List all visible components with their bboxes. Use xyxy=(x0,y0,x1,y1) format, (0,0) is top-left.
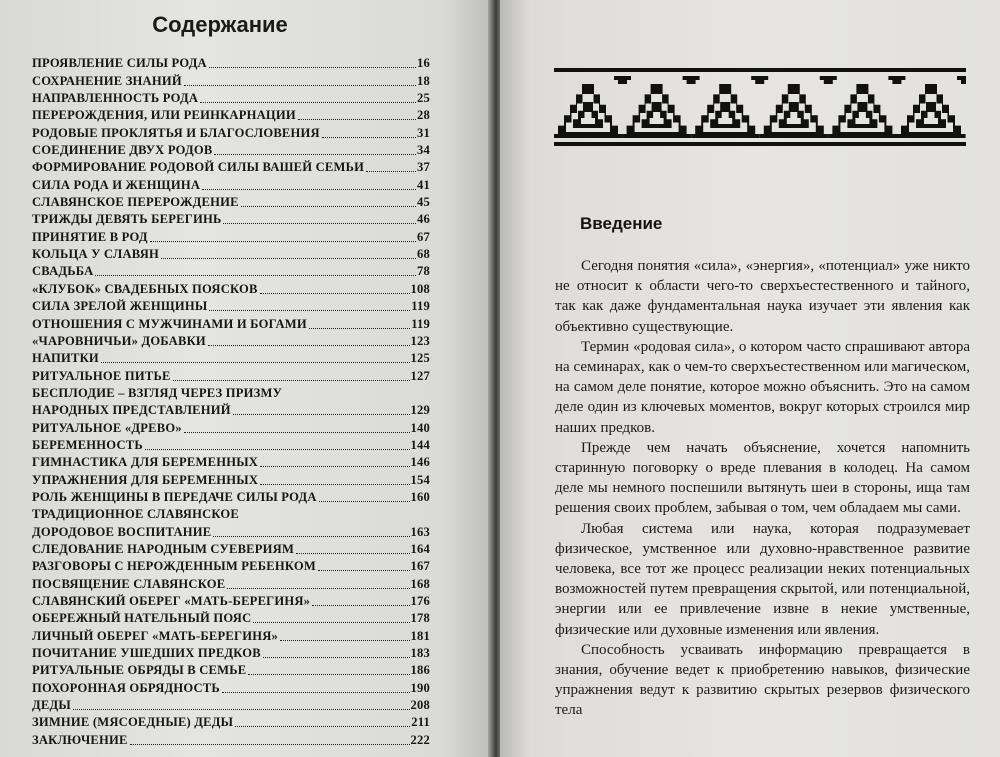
toc-entry-title: НАПРАВЛЕННОСТЬ РОДА xyxy=(32,91,199,106)
toc-page-number: 190 xyxy=(410,680,430,695)
paragraph: Прежде чем начать объяснение, хочется напомнить старинную поговорку о вреде плевания в колодец. На самом деле мы немного поспешили вытянуть шеи в стороны, ища там решения своих проблем, забывая о том, чем обладаем мы сами. xyxy=(555,439,970,517)
toc-leader-dots xyxy=(200,102,416,103)
toc-page-number: 144 xyxy=(410,437,430,452)
toc-entry xyxy=(32,731,430,748)
toc-page-number: 119 xyxy=(411,316,430,331)
toc-entry xyxy=(32,298,430,315)
toc-entry-title: СЛЕДОВАНИЕ НАРОДНЫМ СУЕВЕРИЯМ xyxy=(32,541,295,556)
toc-page-number: 146 xyxy=(410,455,430,470)
toc-entry-title: РОДОВЫЕ ПРОКЛЯТЬЯ И БЛАГОСЛОВЕНИЯ xyxy=(32,125,320,140)
toc-page-number: 127 xyxy=(410,368,430,383)
toc-entry-title: ЗАКЛЮЧЕНИЕ xyxy=(32,732,128,747)
toc-entry-title: СИЛА РОДА И ЖЕНЩИНА xyxy=(32,177,201,192)
toc-entry xyxy=(32,159,430,176)
toc-leader-dots xyxy=(101,362,410,363)
toc-entry xyxy=(32,280,430,297)
toc-entry-title: ТРИЖДЫ ДЕВЯТЬ БЕРЕГИНЬ xyxy=(32,212,222,227)
toc-entry xyxy=(32,697,430,714)
toc-leader-dots xyxy=(184,432,410,433)
toc-page-number: 123 xyxy=(410,333,430,348)
table-of-contents xyxy=(32,55,430,749)
toc-page-number: 168 xyxy=(410,576,430,591)
toc-entry xyxy=(32,142,430,159)
toc-entry xyxy=(32,315,430,332)
toc-entry-title: СЛАВЯНСКИЙ ОБЕРЕГ «МАТЬ-БЕРЕГИНЯ» xyxy=(32,594,311,608)
toc-entry xyxy=(32,558,430,575)
toc-page-number: 176 xyxy=(410,594,430,608)
toc-page-number: 25 xyxy=(417,91,430,106)
toc-entry-title: ОТНОШЕНИЯ С МУЖЧИНАМИ И БОГАМИ xyxy=(32,316,307,331)
toc-page-number: 129 xyxy=(410,403,430,418)
toc-entry xyxy=(32,489,430,506)
toc-leader-dots xyxy=(130,744,410,745)
toc-page-number: 222 xyxy=(410,732,430,747)
toc-entry-title: СВАДЬБА xyxy=(32,264,94,279)
toc-page-number: 108 xyxy=(410,281,430,296)
toc-page-number: 178 xyxy=(410,611,430,626)
toc-entry xyxy=(32,645,430,662)
toc-page-number: 28 xyxy=(417,108,430,123)
toc-leader-dots xyxy=(213,536,409,537)
section-heading: Введение xyxy=(580,214,663,233)
toc-entry-title: УПРАЖНЕНИЯ ДЛЯ БЕРЕМЕННЫХ xyxy=(32,472,259,487)
paragraph: Термин «родовая сила», о котором часто спрашивают автора на семинарах, как о чем-то сверхъестественном или магическом, на самом деле понятие, которое можно объяснить. Это на самом деле один из ключевых моментов, вокруг которых строился мир наших предков. xyxy=(555,338,970,436)
toc-leader-dots xyxy=(260,293,410,294)
toc-entry xyxy=(32,610,430,627)
toc-page-number: 68 xyxy=(417,247,430,262)
ornament-unit xyxy=(554,76,631,138)
toc-entry-title: РИТУАЛЬНОЕ «ДРЕВО» xyxy=(32,420,182,435)
toc-entry-title: РОЛЬ ЖЕНЩИНЫ В ПЕРЕДАЧЕ СИЛЫ РОДА xyxy=(32,489,317,504)
toc-entry-title: ОБЕРЕЖНЫЙ НАТЕЛЬНЫЙ ПОЯС xyxy=(32,611,252,626)
toc-page-number: 211 xyxy=(411,715,430,730)
toc-entry-title: ПОЧИТАНИЕ УШЕДШИХ ПРЕДКОВ xyxy=(32,646,261,661)
toc-leader-dots xyxy=(319,501,410,502)
toc-entry-title: РАЗГОВОРЫ С НЕРОЖДЕННЫМ РЕБЕНКОМ xyxy=(32,559,316,574)
toc-page-number: 67 xyxy=(417,229,430,244)
toc-leader-dots xyxy=(209,310,410,311)
toc-leader-dots xyxy=(209,67,416,68)
toc-entry-title: БЕРЕМЕННОСТЬ xyxy=(32,437,143,452)
toc-entry-title: ТРАДИЦИОННОЕ СЛАВЯНСКОЕ xyxy=(32,507,239,522)
toc-leader-dots xyxy=(235,726,410,727)
toc-page-number: 181 xyxy=(410,628,430,643)
toc-entry xyxy=(32,194,430,211)
toc-page-number: 208 xyxy=(410,698,430,713)
toc-page-number: 167 xyxy=(410,559,430,574)
toc-entry xyxy=(32,246,430,263)
toc-entry xyxy=(32,714,430,731)
ornament-unit xyxy=(897,76,966,138)
paragraph: Способность усваивать информацию превращается в знания, обучение ведет к приобретению навыков, физические упражнения ведут к развитию скрытых резервов физического тела xyxy=(555,641,970,719)
toc-leader-dots xyxy=(227,588,409,589)
paragraph: Любая система или наука, которая подразумевает физическое, умственное или духовно-нравственное развитие человека, все тот же процесс реализации неких потенциальных возможностей путем превращения скрытой, или потенциальной, энергии или ее привлечение извне в некие умственные, физические или духовные изменения или явления. xyxy=(555,520,970,638)
toc-leader-dots xyxy=(312,605,409,606)
toc-leader-dots xyxy=(173,380,410,381)
toc-entry xyxy=(32,679,430,696)
toc-page-number: 18 xyxy=(417,73,430,88)
toc-entry xyxy=(32,471,430,488)
toc-entry xyxy=(32,402,430,419)
body-text xyxy=(555,256,970,721)
toc-page-number: 119 xyxy=(411,299,430,314)
toc-entry xyxy=(32,419,430,436)
toc-leader-dots xyxy=(280,640,409,641)
toc-entry-title: ПРИНЯТИЕ В РОД xyxy=(32,229,148,244)
toc-page-number: 16 xyxy=(417,56,430,71)
toc-page-number: 160 xyxy=(410,489,430,504)
toc-entry xyxy=(32,367,430,384)
toc-entry-title: ЗИМНИЕ (МЯСОЕДНЫЕ) ДЕДЫ xyxy=(32,715,234,730)
toc-entry-title: ГИМНАСТИКА ДЛЯ БЕРЕМЕННЫХ xyxy=(32,455,259,470)
toc-entry xyxy=(32,350,430,367)
toc-entry-title: «ЧАРОВНИЧЬИ» ДОБАВКИ xyxy=(32,333,206,348)
toc-page-number: 183 xyxy=(410,646,430,661)
toc-entry-title: НАРОДНЫХ ПРЕДСТАВЛЕНИЙ xyxy=(32,403,231,418)
toc-leader-dots xyxy=(298,119,416,120)
toc-leader-dots xyxy=(248,674,409,675)
toc-entry-title: ПЕРЕРОЖДЕНИЯ, ИЛИ РЕИНКАРНАЦИИ xyxy=(32,108,296,123)
toc-page-number: 186 xyxy=(410,663,430,678)
toc-entry-title: КОЛЬЦА У СЛАВЯН xyxy=(32,247,160,262)
toc-leader-dots xyxy=(309,328,410,329)
toc-page-number: 164 xyxy=(410,541,430,556)
toc-leader-dots xyxy=(223,223,416,224)
toc-entry xyxy=(32,437,430,454)
toc-leader-dots xyxy=(322,137,416,138)
toc-entry-title: СЛАВЯНСКОЕ ПЕРЕРОЖДЕНИЕ xyxy=(32,195,239,210)
toc-entry xyxy=(32,506,430,523)
toc-page-number: 163 xyxy=(410,524,430,539)
toc-entry-title: РИТУАЛЬНОЕ ПИТЬЕ xyxy=(32,368,171,383)
toc-entry xyxy=(32,176,430,193)
toc-entry xyxy=(32,454,430,471)
toc-leader-dots xyxy=(184,85,416,86)
toc-entry xyxy=(32,593,430,610)
toc-entry xyxy=(32,263,430,280)
ornament-unit xyxy=(623,76,700,138)
toc-entry xyxy=(32,541,430,558)
toc-entry xyxy=(32,211,430,228)
toc-leader-dots xyxy=(202,189,416,190)
ornament-border xyxy=(554,68,966,146)
toc-entry xyxy=(32,124,430,141)
toc-page-number: 45 xyxy=(417,195,430,210)
toc-leader-dots xyxy=(161,258,416,259)
toc-entry-title: ПОСВЯЩЕНИЕ СЛАВЯНСКОЕ xyxy=(32,576,226,591)
toc-entry-title: СИЛА ЗРЕЛОЙ ЖЕНЩИНЫ xyxy=(32,299,208,314)
toc-entry xyxy=(32,90,430,107)
toc-page-number: 37 xyxy=(417,160,430,175)
toc-leader-dots xyxy=(233,414,410,415)
toc-entry-title: ПРОЯВЛЕНИЕ СИЛЫ РОДА xyxy=(32,56,207,71)
toc-entry-title: ФОРМИРОВАНИЕ РОДОВОЙ СИЛЫ ВАШЕЙ СЕМЬИ xyxy=(32,160,365,175)
toc-entry-title: ДОРОДОВОЕ ВОСПИТАНИЕ xyxy=(32,524,212,539)
toc-entry-title: РИТУАЛЬНЫЕ ОБРЯДЫ В СЕМЬЕ xyxy=(32,663,247,678)
toc-page-number: 78 xyxy=(417,264,430,279)
toc-page-number: 154 xyxy=(410,472,430,487)
toc-entry-title: БЕСПЛОДИЕ – ВЗГЛЯД ЧЕРЕЗ ПРИЗМУ xyxy=(32,385,283,400)
toc-entry xyxy=(32,228,430,245)
paragraph: Сегодня понятия «сила», «энергия», «потенциал» уже никто не относит к области чего-то сверхъестественного и тайного, так как даже фундаментальная наука изучает эти явления как объективно существующие. xyxy=(555,258,970,335)
toc-entry xyxy=(32,523,430,540)
toc-page-number: 41 xyxy=(417,177,430,192)
toc-entry-title: СОХРАНЕНИЕ ЗНАНИЙ xyxy=(32,73,182,88)
toc-leader-dots xyxy=(296,553,409,554)
toc-entry xyxy=(32,333,430,350)
toc-entry xyxy=(32,575,430,592)
toc-page-number: 31 xyxy=(417,125,430,140)
toc-leader-dots xyxy=(208,345,410,346)
toc-entry xyxy=(32,107,430,124)
toc-entry xyxy=(32,662,430,679)
toc-leader-dots xyxy=(73,709,410,710)
toc-leader-dots xyxy=(263,657,410,658)
toc-entry-title: ДЕДЫ xyxy=(32,698,71,713)
toc-leader-dots xyxy=(260,484,409,485)
toc-leader-dots xyxy=(260,466,409,467)
ornament-unit xyxy=(691,76,768,138)
toc-entry-title: НАПИТКИ xyxy=(32,351,99,366)
toc-leader-dots xyxy=(318,570,410,571)
toc-leader-dots xyxy=(241,206,416,207)
toc-leader-dots xyxy=(150,241,416,242)
toc-page-number: 46 xyxy=(417,212,430,227)
toc-entry xyxy=(32,55,430,72)
toc-entry-title: ПОХОРОННАЯ ОБРЯДНОСТЬ xyxy=(32,680,220,695)
left-page xyxy=(0,0,492,757)
toc-entry-title: СОЕДИНЕНИЕ ДВУХ РОДОВ xyxy=(32,143,213,158)
toc-leader-dots xyxy=(253,622,409,623)
toc-page-number: 125 xyxy=(410,351,430,366)
toc-entry-title: ЛИЧНЫЙ ОБЕРЕГ «МАТЬ-БЕРЕГИНЯ» xyxy=(32,628,279,643)
toc-leader-dots xyxy=(366,171,416,172)
toc-title: Содержание xyxy=(152,12,288,37)
toc-page-number: 140 xyxy=(410,420,430,435)
ornament-unit xyxy=(828,76,905,138)
toc-page-number: 34 xyxy=(417,143,430,158)
ornament-unit xyxy=(760,76,837,138)
toc-entry xyxy=(32,385,430,402)
toc-entry xyxy=(32,72,430,89)
toc-leader-dots xyxy=(95,275,416,276)
toc-entry-title: «КЛУБОК» СВАДЕБНЫХ ПОЯСКОВ xyxy=(32,281,258,296)
toc-entry xyxy=(32,627,430,644)
toc-leader-dots xyxy=(222,692,410,693)
toc-leader-dots xyxy=(145,449,410,450)
toc-leader-dots xyxy=(214,154,416,155)
